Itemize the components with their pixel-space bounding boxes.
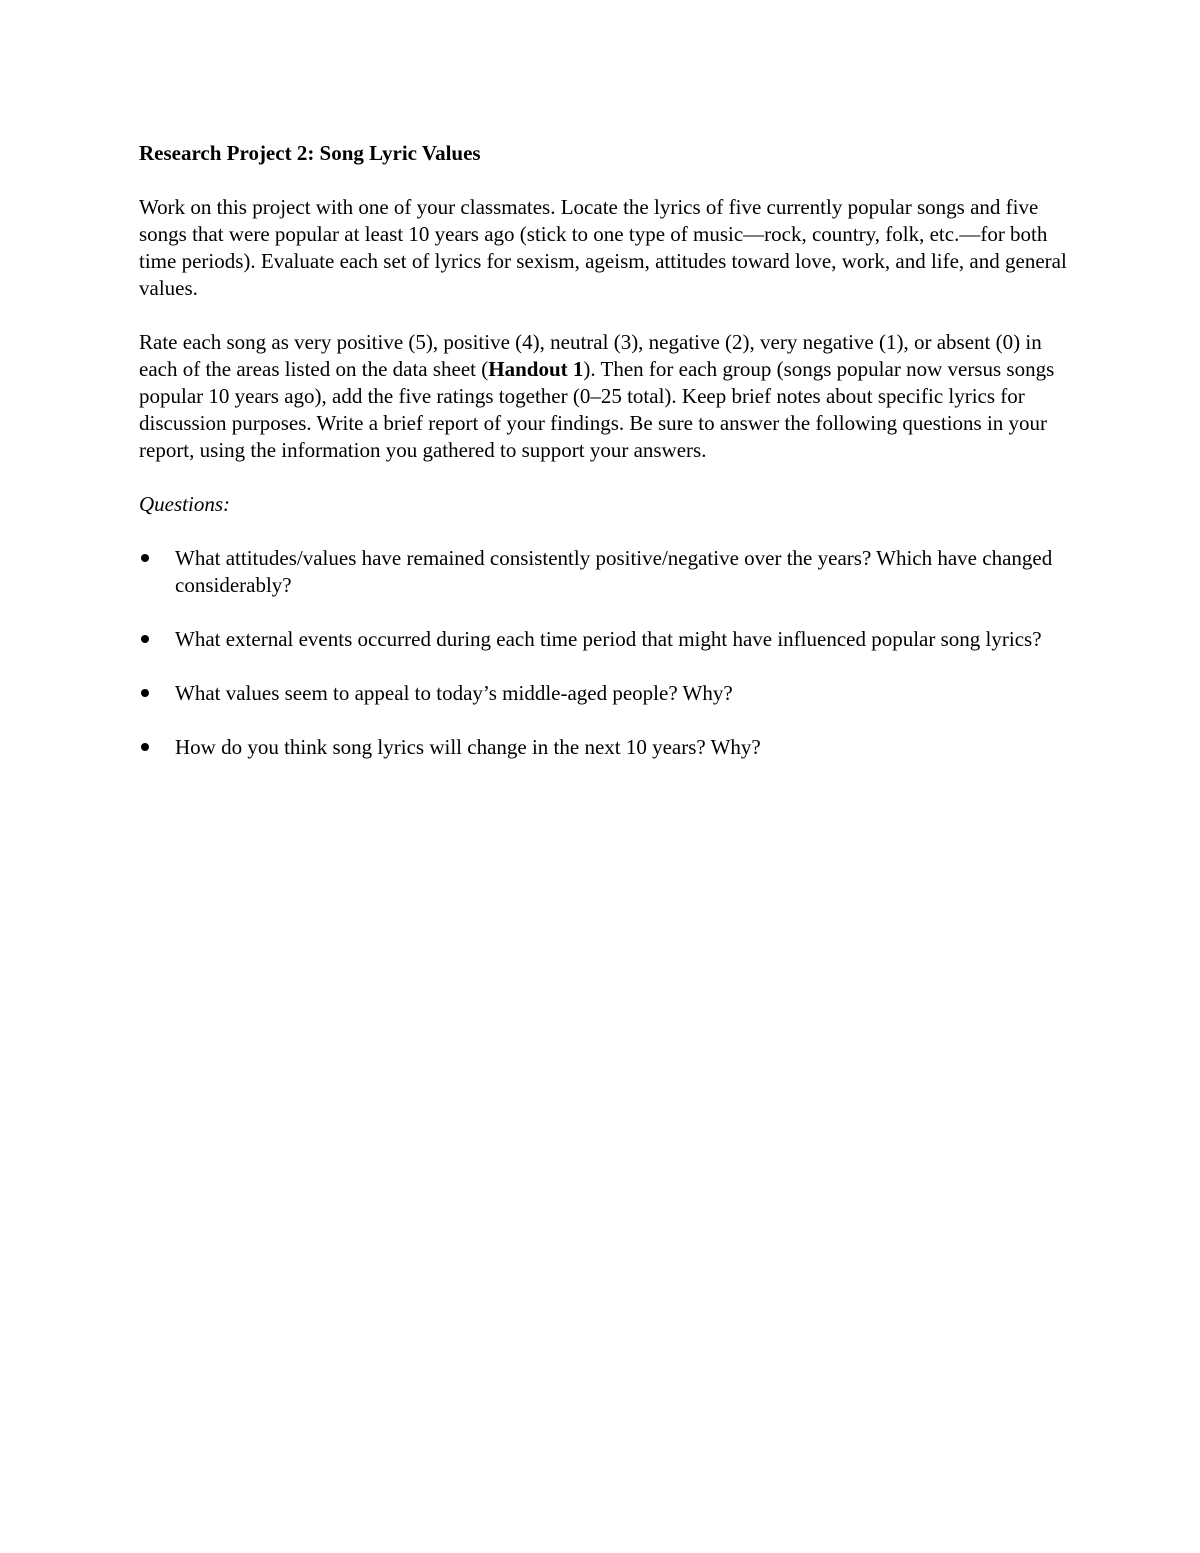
question-text: What values seem to appeal to today’s middle-aged people? Why?: [175, 681, 733, 705]
rating-paragraph: [139, 329, 1069, 464]
bullet-icon: [141, 554, 149, 562]
bullet-icon: [141, 635, 149, 643]
question-text: What external events occurred during each time period that might have influenced popular song lyrics?: [175, 627, 1042, 651]
handout-reference: Handout 1: [488, 357, 584, 381]
question-item: [139, 680, 1069, 707]
instructions-paragraph: Work on this project with one of your classmates. Locate the lyrics of five currently popular songs and five songs that were popular at least 10 years ago (stick to one type of music—rock, country, folk, etc.—for both time periods). Evaluate each set of lyrics for sexism, ageism, attitudes toward love, work, and life, and general values.: [139, 195, 1067, 300]
bullet-icon: [141, 743, 149, 751]
questions-list: [139, 545, 1069, 761]
question-text: How do you think song lyrics will change in the next 10 years? Why?: [175, 735, 761, 759]
question-item: [139, 734, 1069, 761]
bullet-icon: [141, 689, 149, 697]
question-text: What attitudes/values have remained consistently positive/negative over the years? Which have changed considerably?: [175, 546, 1053, 597]
document-title: Research Project 2: Song Lyric Values: [139, 141, 481, 165]
questions-heading: Questions:: [139, 492, 230, 516]
rating-paragraph-text-end: ). Then for each group (songs popular now versus songs popular 10 years ago), add the five ratings together (0–25 total). Keep brief notes about specific lyrics for discussion purposes. Write a brief report of your findings. Be sure to answer the following questions in your report, using the information you gathered to support your answers.: [139, 357, 1055, 462]
question-item: [139, 545, 1069, 599]
rating-paragraph-text-start: Rate each song as very positive (5), positive (4), neutral (3), negative (2), very negative (1), or absent (0) in each of the areas listed on the data sheet (: [139, 330, 1042, 381]
question-item: [139, 626, 1069, 653]
document-body: [139, 140, 1069, 788]
